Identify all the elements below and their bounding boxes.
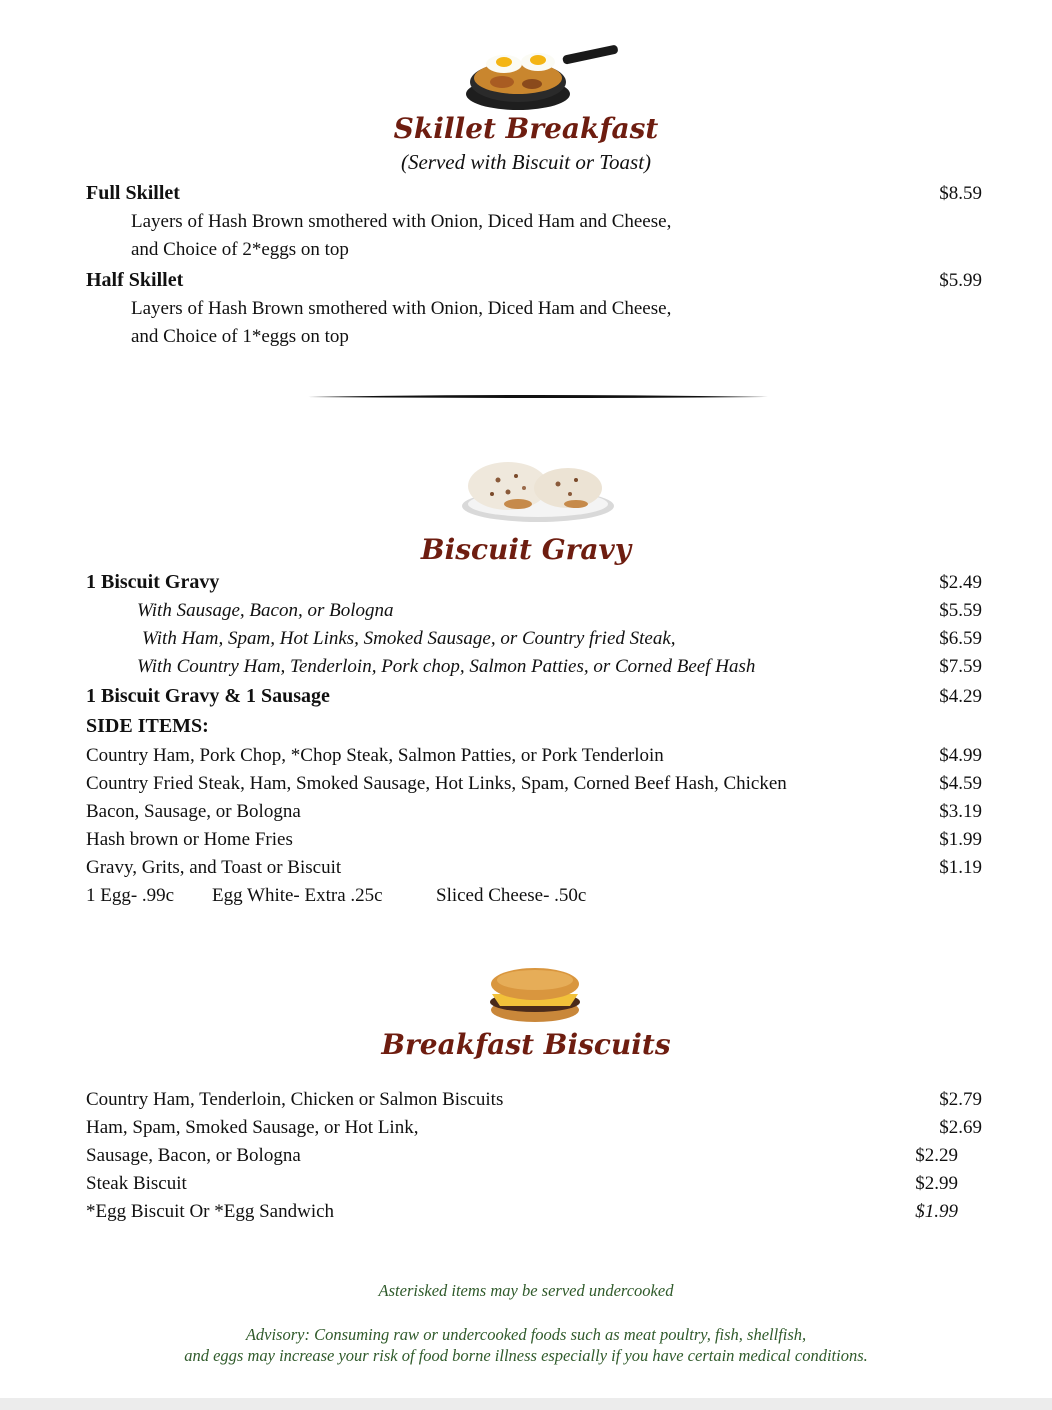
gravy-variant-1: With Sausage, Bacon, or Bologna xyxy=(137,600,394,621)
side-item-2-price: $4.59 xyxy=(939,773,982,794)
side-item-1-price: $4.99 xyxy=(939,745,982,766)
side-item-4: Hash brown or Home Fries xyxy=(86,829,293,850)
advisory-line-2: and eggs may increase your risk of food borne illness especially if you have certain medical conditions. xyxy=(184,1346,868,1365)
gravy-variant-3-price: $7.59 xyxy=(939,656,982,677)
gravy-variant-2-price: $6.59 xyxy=(939,628,982,649)
side-item-3-price: $3.19 xyxy=(939,801,982,822)
skillet-title: Skillet Breakfast xyxy=(393,112,659,145)
breakfast-biscuit-image xyxy=(484,962,586,1026)
skillet-image xyxy=(462,38,622,112)
extra-egg-white: Egg White- Extra .25c xyxy=(212,885,383,906)
full-skillet-desc-1: Layers of Hash Brown smothered with Onion, Diced Ham and Cheese, xyxy=(131,211,672,232)
biscuits-title: Breakfast Biscuits xyxy=(381,1028,671,1061)
biscuit-item-2-price: $2.69 xyxy=(939,1117,982,1138)
asterisk-note: Asterisked items may be served undercooked xyxy=(378,1281,674,1300)
biscuit-item-1-price: $2.79 xyxy=(939,1089,982,1110)
side-item-5-price: $1.19 xyxy=(939,857,982,878)
skillet-subtitle: (Served with Biscuit or Toast) xyxy=(400,150,652,174)
gravy-combo-price: $4.29 xyxy=(939,686,982,707)
half-skillet-desc-1: Layers of Hash Brown smothered with Onion, Diced Ham and Cheese, xyxy=(131,298,672,319)
full-skillet-name: Full Skillet xyxy=(86,182,180,204)
section-divider xyxy=(308,392,768,402)
full-skillet-price: $8.59 xyxy=(939,183,982,204)
side-item-3: Bacon, Sausage, or Bologna xyxy=(86,801,301,822)
half-skillet-price: $5.99 xyxy=(939,270,982,291)
biscuit-gravy-price: $2.49 xyxy=(939,572,982,593)
gravy-variant-1-price: $5.59 xyxy=(939,600,982,621)
full-skillet-desc-2: and Choice of 2*eggs on top xyxy=(131,239,349,260)
gravy-variant-2: With Ham, Spam, Hot Links, Smoked Sausage, or Country fried Steak, xyxy=(142,628,676,649)
page-bottom-bar xyxy=(0,1398,1052,1410)
biscuit-item-5: *Egg Biscuit Or *Egg Sandwich xyxy=(86,1201,335,1222)
half-skillet-name: Half Skillet xyxy=(86,269,184,291)
side-items-heading: SIDE ITEMS: xyxy=(86,715,209,737)
extra-cheese: Sliced Cheese- .50c xyxy=(436,885,587,906)
side-item-4-price: $1.99 xyxy=(939,829,982,850)
biscuit-item-5-price: $1.99 xyxy=(915,1201,958,1222)
biscuit-item-3-price: $2.29 xyxy=(915,1145,958,1166)
biscuit-item-4-price: $2.99 xyxy=(915,1173,958,1194)
gravy-title: Biscuit Gravy xyxy=(420,533,632,566)
biscuit-item-1: Country Ham, Tenderloin, Chicken or Salmon Biscuits xyxy=(86,1089,504,1110)
gravy-variant-3: With Country Ham, Tenderloin, Pork chop, Salmon Patties, or Corned Beef Hash xyxy=(137,656,756,677)
biscuit-item-3: Sausage, Bacon, or Bologna xyxy=(86,1145,301,1166)
side-item-5: Gravy, Grits, and Toast or Biscuit xyxy=(86,857,342,878)
biscuit-gravy-name: 1 Biscuit Gravy xyxy=(86,571,220,593)
side-item-1: Country Ham, Pork Chop, *Chop Steak, Salmon Patties, or Pork Tenderloin xyxy=(86,745,664,766)
half-skillet-desc-2: and Choice of 1*eggs on top xyxy=(131,326,349,347)
side-item-2: Country Fried Steak, Ham, Smoked Sausage, Hot Links, Spam, Corned Beef Hash, Chicken xyxy=(86,773,787,794)
biscuit-gravy-image xyxy=(458,452,618,524)
biscuit-item-4: Steak Biscuit xyxy=(86,1173,187,1194)
extra-egg: 1 Egg- .99c xyxy=(86,885,175,906)
advisory-line-1: Advisory: Consuming raw or undercooked foods such as meat poultry, fish, shellfish, xyxy=(245,1325,807,1344)
biscuit-item-2: Ham, Spam, Smoked Sausage, or Hot Link, xyxy=(86,1117,419,1138)
gravy-combo-name: 1 Biscuit Gravy & 1 Sausage xyxy=(86,685,330,707)
